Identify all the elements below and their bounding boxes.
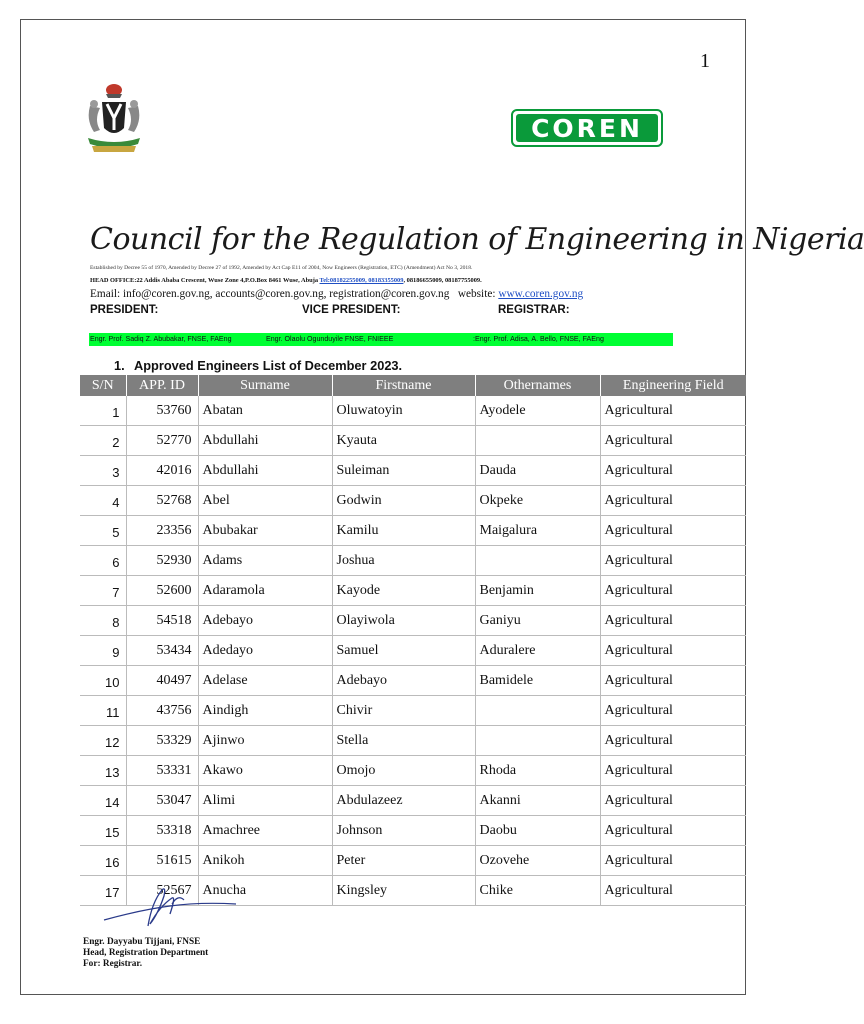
cell-engineering-field: Agricultural <box>600 666 746 696</box>
cell-othernames: Chike <box>475 876 600 906</box>
signer-position: Head, Registration Department <box>83 948 209 958</box>
cell-sn: 10 <box>80 666 126 696</box>
table-row <box>80 726 746 756</box>
cell-firstname: Adebayo <box>332 666 475 696</box>
cell-app-id: 53760 <box>126 396 198 426</box>
header-surname: Surname <box>198 375 332 396</box>
cell-surname: Abel <box>198 486 332 516</box>
cell-othernames: Ayodele <box>475 396 600 426</box>
website-label: website: <box>457 288 499 300</box>
table-header-row <box>80 375 746 396</box>
table-row <box>80 516 746 546</box>
cell-sn: 14 <box>80 786 126 816</box>
cell-app-id: 52768 <box>126 486 198 516</box>
signer-block <box>83 937 208 970</box>
cell-othernames <box>475 726 600 756</box>
cell-sn: 4 <box>80 486 126 516</box>
signer-name: Engr. Dayyabu Tijjani, FNSE <box>83 937 201 947</box>
cell-sn: 17 <box>80 876 126 906</box>
table-row <box>80 696 746 726</box>
table-row <box>80 486 746 516</box>
cell-surname: Adelase <box>198 666 332 696</box>
table-row <box>80 786 746 816</box>
cell-sn: 2 <box>80 426 126 456</box>
cell-app-id: 52770 <box>126 426 198 456</box>
cell-sn: 3 <box>80 456 126 486</box>
cell-firstname: Joshua <box>332 546 475 576</box>
cell-othernames: Benjamin <box>475 576 600 606</box>
coren-logo-text: COREN <box>531 114 643 143</box>
cell-surname: Abubakar <box>198 516 332 546</box>
cell-app-id: 53329 <box>126 726 198 756</box>
cell-app-id: 52567 <box>126 876 198 906</box>
cell-firstname: Johnson <box>332 816 475 846</box>
cell-engineering-field: Agricultural <box>600 456 746 486</box>
email-line <box>90 288 583 300</box>
table-row <box>80 846 746 876</box>
cell-firstname: Kamilu <box>332 516 475 546</box>
cell-surname: Alimi <box>198 786 332 816</box>
cell-othernames: Akanni <box>475 786 600 816</box>
signer-for: For: Registrar. <box>83 959 143 969</box>
president-name: Engr. Prof. Sadiq Z. Abubakar, FNSE, FAEng <box>90 335 232 343</box>
cell-engineering-field: Agricultural <box>600 516 746 546</box>
list-number: 1. <box>114 358 125 373</box>
cell-app-id: 53434 <box>126 636 198 666</box>
cell-sn: 7 <box>80 576 126 606</box>
establishment-note: Established by Decree 55 of 1970, Amended by Decree 27 of 1992, Amended by Act Cap E11 of 2004, Now Engineers (Registration, ETC) (Amendment) Act No 3, 2018. <box>90 265 473 271</box>
cell-surname: Adebayo <box>198 606 332 636</box>
cell-app-id: 53331 <box>126 756 198 786</box>
cell-surname: Adaramola <box>198 576 332 606</box>
cell-othernames <box>475 546 600 576</box>
signature <box>100 884 240 934</box>
cell-engineering-field: Agricultural <box>600 696 746 726</box>
cell-surname: Aindigh <box>198 696 332 726</box>
cell-firstname: Abdulazeez <box>332 786 475 816</box>
cell-firstname: Kyauta <box>332 426 475 456</box>
cell-surname: Adedayo <box>198 636 332 666</box>
page-number: 1 <box>700 50 710 72</box>
email-text: Email: info@coren.gov.ng, accounts@coren.gov.ng, registration@coren.gov.ng <box>90 288 450 300</box>
table-row <box>80 666 746 696</box>
cell-firstname: Godwin <box>332 486 475 516</box>
cell-sn: 11 <box>80 696 126 726</box>
cell-sn: 5 <box>80 516 126 546</box>
cell-firstname: Chivir <box>332 696 475 726</box>
cell-surname: Abdullahi <box>198 456 332 486</box>
cell-engineering-field: Agricultural <box>600 426 746 456</box>
header-firstname: Firstname <box>332 375 475 396</box>
cell-engineering-field: Agricultural <box>600 816 746 846</box>
cell-othernames: Ganiyu <box>475 606 600 636</box>
header-othernames: Othernames <box>475 375 600 396</box>
cell-othernames <box>475 426 600 456</box>
list-title: Approved Engineers List of December 2023. <box>134 358 403 373</box>
table-row <box>80 396 746 426</box>
cell-engineering-field: Agricultural <box>600 396 746 426</box>
cell-firstname: Stella <box>332 726 475 756</box>
table-row <box>80 756 746 786</box>
cell-sn: 15 <box>80 816 126 846</box>
cell-othernames: Daobu <box>475 816 600 846</box>
cell-firstname: Kayode <box>332 576 475 606</box>
office-phones-rest: , 08186655009, 08187755009. <box>403 277 482 284</box>
cell-firstname: Oluwatoyin <box>332 396 475 426</box>
cell-engineering-field: Agricultural <box>600 756 746 786</box>
cell-app-id: 54518 <box>126 606 198 636</box>
officers-names-bar <box>89 333 673 346</box>
table-row <box>80 816 746 846</box>
table-row <box>80 546 746 576</box>
cell-firstname: Kingsley <box>332 876 475 906</box>
table-row <box>80 456 746 486</box>
cell-app-id: 53318 <box>126 816 198 846</box>
coat-of-arms-seal <box>80 80 148 160</box>
cell-engineering-field: Agricultural <box>600 606 746 636</box>
cell-othernames <box>475 696 600 726</box>
cell-surname: Adams <box>198 546 332 576</box>
header-app-id: APP. ID <box>126 375 198 396</box>
website-link[interactable]: www.coren.gov.ng <box>498 288 584 300</box>
cell-sn: 6 <box>80 546 126 576</box>
cell-engineering-field: Agricultural <box>600 846 746 876</box>
vice-president-name: Engr. Olaolu Ogunduyile FNSE, FNIEEE <box>266 335 394 343</box>
cell-engineering-field: Agricultural <box>600 726 746 756</box>
header-engineering-field: Engineering Field <box>600 375 746 396</box>
cell-sn: 12 <box>80 726 126 756</box>
cell-sn: 8 <box>80 606 126 636</box>
registrar-name: :Engr. Prof. Adisa, A. Bello, FNSE, FAEng <box>473 335 604 343</box>
cell-surname: Amachree <box>198 816 332 846</box>
cell-surname: Abatan <box>198 396 332 426</box>
cell-app-id: 52600 <box>126 576 198 606</box>
cell-surname: Anucha <box>198 876 332 906</box>
cell-engineering-field: Agricultural <box>600 486 746 516</box>
cell-engineering-field: Agricultural <box>600 576 746 606</box>
head-office-address <box>90 277 482 284</box>
cell-firstname: Omojo <box>332 756 475 786</box>
table-row <box>80 576 746 606</box>
cell-othernames: Bamidele <box>475 666 600 696</box>
cell-surname: Abdullahi <box>198 426 332 456</box>
coren-logo <box>511 109 663 147</box>
cell-engineering-field: Agricultural <box>600 636 746 666</box>
registrar-label: REGISTRAR: <box>498 304 570 316</box>
cell-sn: 9 <box>80 636 126 666</box>
cell-app-id: 23356 <box>126 516 198 546</box>
cell-app-id: 51615 <box>126 846 198 876</box>
cell-firstname: Samuel <box>332 636 475 666</box>
cell-surname: Ajinwo <box>198 726 332 756</box>
cell-firstname: Suleiman <box>332 456 475 486</box>
cell-othernames: Ozovehe <box>475 846 600 876</box>
office-label: HEAD OFFICE:22 Addis Ababa Crescent, Wuse Zone 4,P.O.Box 8461 Wuse, Abuja <box>90 277 320 284</box>
cell-othernames: Aduralere <box>475 636 600 666</box>
cell-surname: Anikoh <box>198 846 332 876</box>
cell-engineering-field: Agricultural <box>600 786 746 816</box>
cell-sn: 13 <box>80 756 126 786</box>
cell-app-id: 40497 <box>126 666 198 696</box>
cell-engineering-field: Agricultural <box>600 876 746 906</box>
engineers-table <box>80 375 746 906</box>
table-row <box>80 636 746 666</box>
cell-sn: 16 <box>80 846 126 876</box>
header-sn: S/N <box>80 375 126 396</box>
cell-surname: Akawo <box>198 756 332 786</box>
org-title: Council for the Regulation of Engineering in Nigeria <box>90 222 864 257</box>
table-row <box>80 606 746 636</box>
cell-othernames: Dauda <box>475 456 600 486</box>
cell-app-id: 52930 <box>126 546 198 576</box>
table-body <box>80 396 746 906</box>
president-label: PRESIDENT: <box>90 304 159 316</box>
cell-engineering-field: Agricultural <box>600 546 746 576</box>
cell-app-id: 42016 <box>126 456 198 486</box>
list-heading <box>114 358 402 373</box>
cell-othernames: Maigalura <box>475 516 600 546</box>
table-row <box>80 426 746 456</box>
vice-president-label: VICE PRESIDENT: <box>302 304 401 316</box>
cell-sn: 1 <box>80 396 126 426</box>
cell-firstname: Olayiwola <box>332 606 475 636</box>
cell-app-id: 53047 <box>126 786 198 816</box>
office-tel-link[interactable]: Tel:08182255009, 08183355009 <box>319 277 404 284</box>
cell-othernames: Rhoda <box>475 756 600 786</box>
cell-firstname: Peter <box>332 846 475 876</box>
cell-othernames: Okpeke <box>475 486 600 516</box>
cell-app-id: 43756 <box>126 696 198 726</box>
